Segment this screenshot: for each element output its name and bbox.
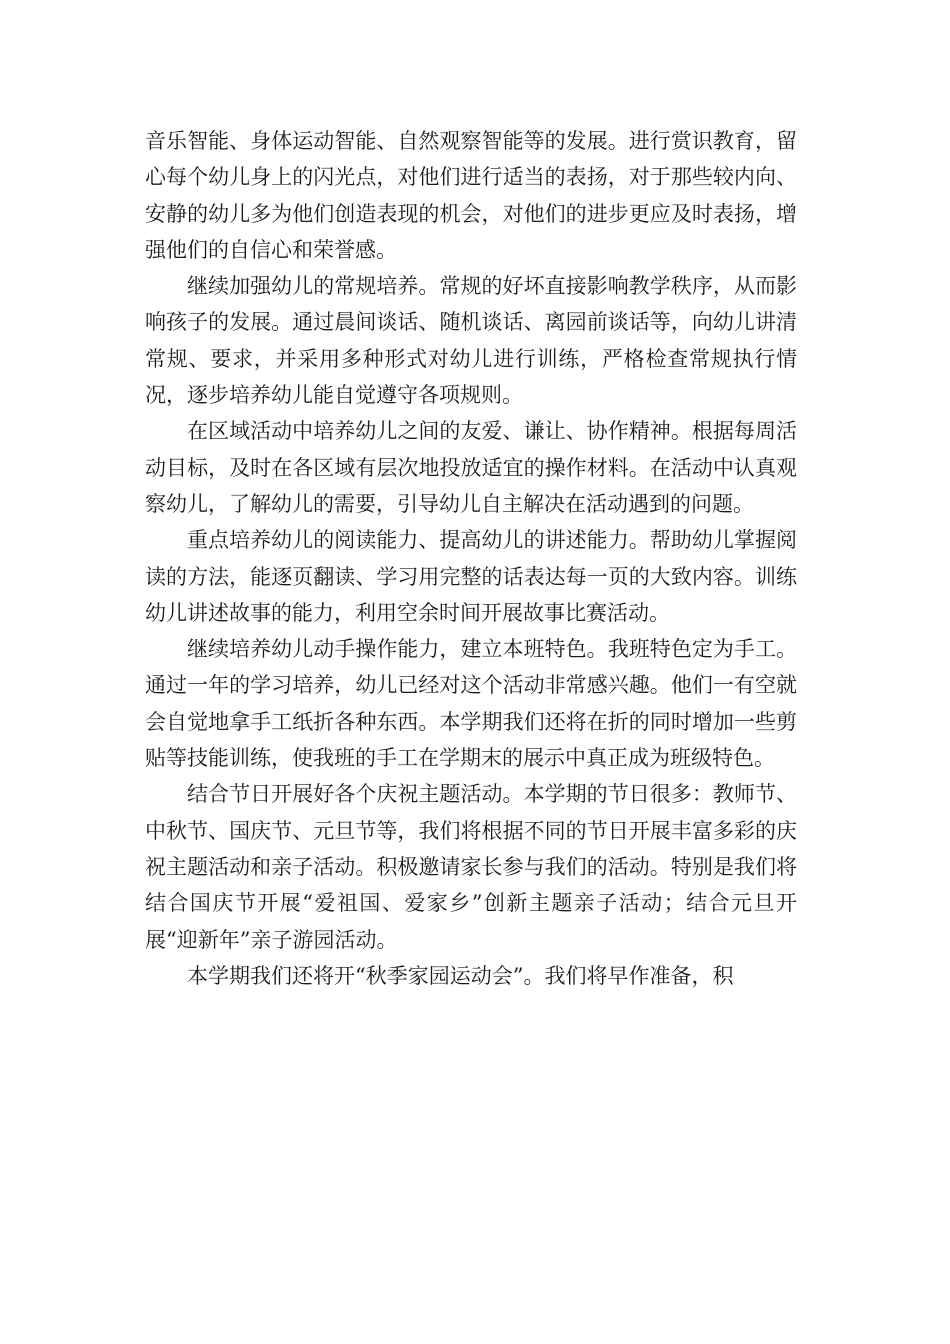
document-body	[145, 123, 797, 994]
paragraph-6: 结合节日开展好各个庆祝主题活动。本学期的节日很多：教师节、中秋节、国庆节、元旦节等，我们将根据不同的节日开展丰富多彩的庆祝主题活动和亲子活动。积极邀请家长参与我们的活动。特别是我们将结合国庆节开展“爱祖国、爱家乡”创新主题亲子活动；结合元旦开展“迎新年”亲子游园活动。	[145, 782, 797, 952]
paragraph-2: 继续加强幼儿的常规培养。常规的好坏直接影响教学秩序，从而影响孩子的发展。通过晨间谈话、随机谈话、离园前谈话等，向幼儿讲清常规、要求，并采用多种形式对幼儿进行训练，严格检查常规执行情况，逐步培养幼儿能自觉遵守各项规则。	[145, 274, 797, 408]
paragraph-5: 继续培养幼儿动手操作能力，建立本班特色。我班特色定为手工。通过一年的学习培养，幼儿已经对这个活动非常感兴趣。他们一有空就会自觉地拿手工纸折各种东西。本学期我们还将在折的同时增加一些剪贴等技能训练，使我班的手工在学期末的展示中真正成为班级特色。	[145, 637, 797, 771]
paragraph-4: 重点培养幼儿的阅读能力、提高幼儿的讲述能力。帮助幼儿掌握阅读的方法，能逐页翻读、学习用完整的话表达每一页的大致内容。训练幼儿讲述故事的能力，利用空余时间开展故事比赛活动。	[145, 528, 797, 625]
paragraph-7: 本学期我们还将开“秋季家园运动会”。我们将早作准备，积	[187, 963, 734, 988]
paragraph-1: 音乐智能、身体运动智能、自然观察智能等的发展。进行赏识教育，留心每个幼儿身上的闪光点，对他们进行适当的表扬，对于那些较内向、安静的幼儿多为他们创造表现的机会，对他们的进步更应及时表扬，增强他们的自信心和荣誉感。	[145, 129, 797, 262]
paragraph-3: 在区域活动中培养幼儿之间的友爱、谦让、协作精神。根据每周活动目标，及时在各区域有层次地投放适宜的操作材料。在活动中认真观察幼儿，了解幼儿的需要，引导幼儿自主解决在活动遇到的问题。	[145, 419, 797, 516]
